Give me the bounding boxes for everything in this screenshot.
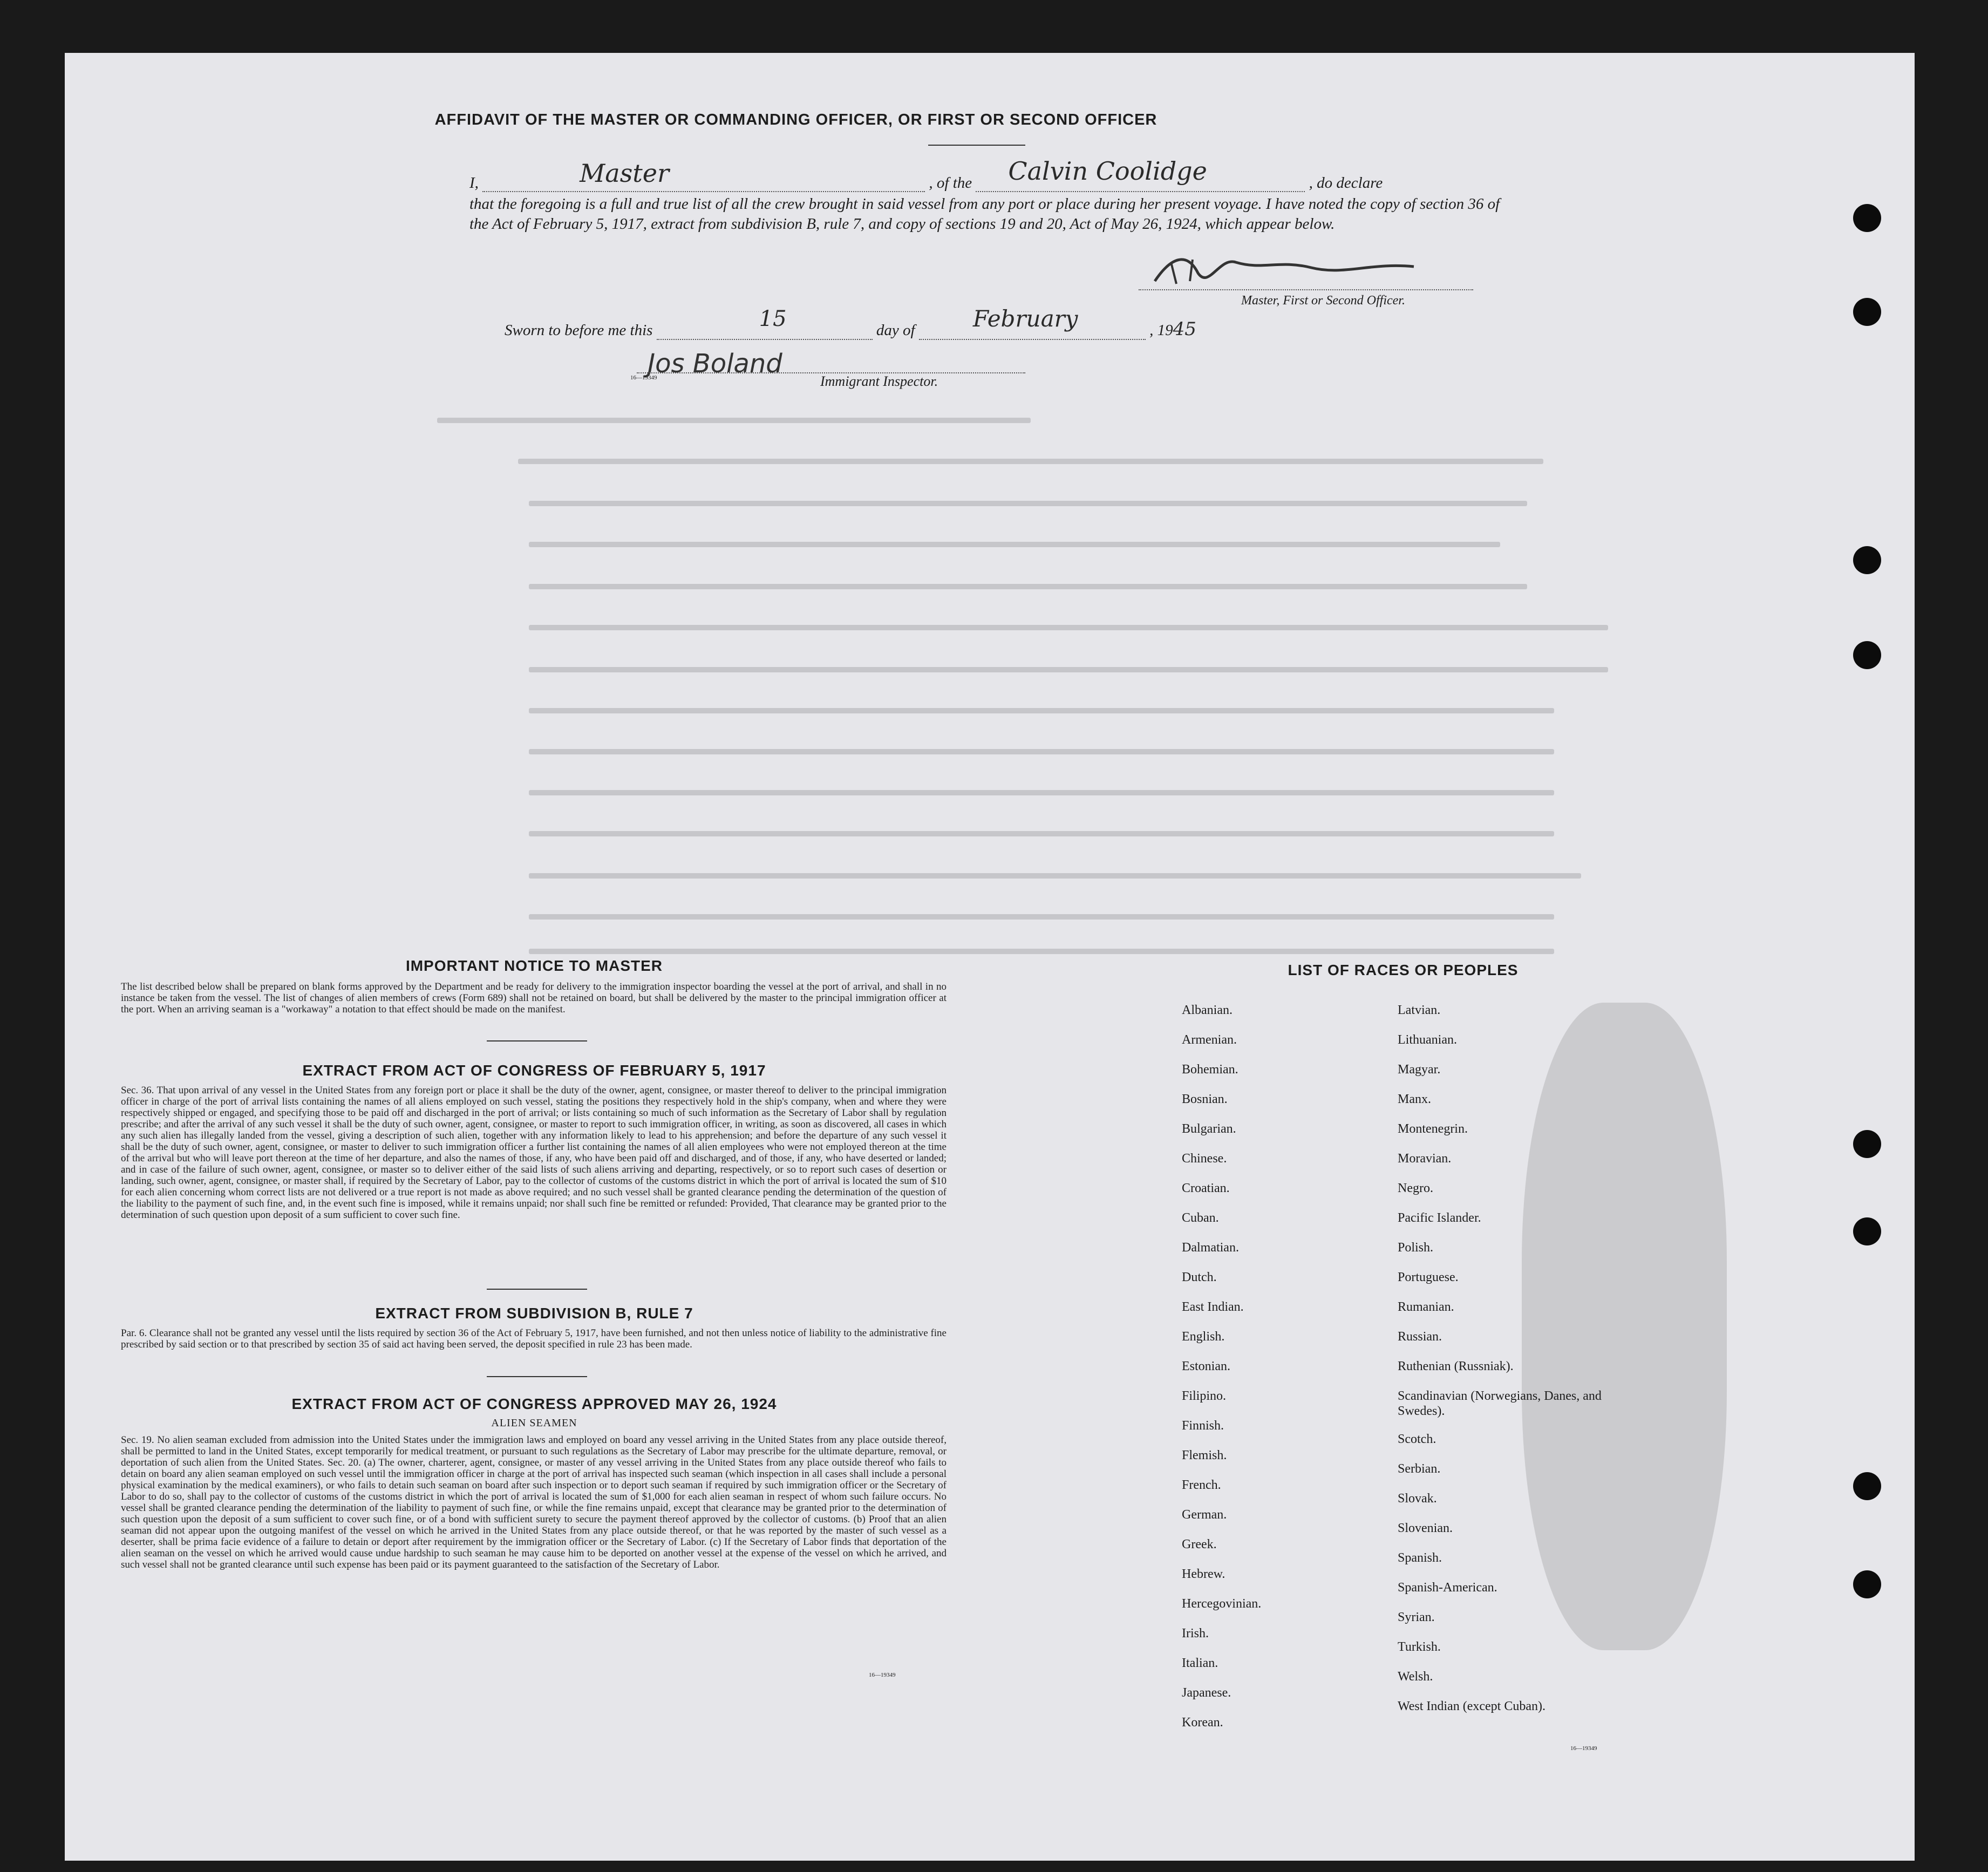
handwritten-title: Master — [580, 159, 670, 188]
race-item: Estonian. — [1182, 1359, 1230, 1373]
race-item: Scotch. — [1398, 1432, 1436, 1446]
master-signature-caption: Master, First or Second Officer. — [1241, 294, 1405, 308]
sworn-year-prefix: , 19 — [1149, 322, 1173, 339]
race-item: Ruthenian (Russniak). — [1398, 1359, 1514, 1373]
races-title: LIST OF RACES OR PEOPLES — [1288, 962, 1519, 978]
race-item: Cuban. — [1182, 1211, 1219, 1225]
race-item: Portuguese. — [1398, 1270, 1459, 1284]
sworn-day-field — [657, 307, 873, 340]
rule7-body: Par. 6. Clearance shall not be granted any vessel until the lists required by section 36 of the Act of February 5, 1917, have been furnished, and not then unless notice of liability to the administrative fine prescribed by said section or to that prescribed by section 35 of said act having been served, the deposit specified in rule 23 has been made. — [121, 1328, 947, 1350]
bleed-through-row — [529, 625, 1608, 630]
handwritten-day: 15 — [759, 307, 787, 331]
declaration-i: I, — [469, 174, 479, 192]
race-item: Syrian. — [1398, 1610, 1435, 1624]
bleed-through-row — [529, 542, 1500, 547]
title-field — [482, 159, 925, 192]
race-item: Slovenian. — [1398, 1521, 1453, 1535]
race-item: Filipino. — [1182, 1389, 1227, 1403]
race-item: Croatian. — [1182, 1181, 1230, 1195]
bleed-through-row — [529, 831, 1554, 836]
affidavit-title: AFFIDAVIT OF THE MASTER OR COMMANDING OFFICER, OR FIRST OR SECOND OFFICER — [434, 111, 1158, 128]
punch-hole — [1853, 1472, 1881, 1500]
race-item: Finnish. — [1182, 1419, 1224, 1433]
inspector-caption: Immigrant Inspector. — [820, 373, 938, 389]
sworn-month-field — [919, 305, 1146, 340]
extract-1917-title: EXTRACT FROM ACT OF CONGRESS OF FEBRUARY 5, 1917 — [302, 1062, 766, 1079]
punch-hole — [1853, 1570, 1881, 1598]
form-number-top: 16—19349 — [630, 375, 657, 381]
race-item: Russian. — [1398, 1330, 1442, 1344]
punch-hole — [1853, 298, 1881, 326]
race-item: Magyar. — [1398, 1063, 1441, 1077]
punch-hole — [1853, 204, 1881, 232]
race-item: Spanish-American. — [1398, 1581, 1497, 1595]
extract-1924-body: Sec. 19. No alien seaman excluded from admission into the United States under the immigration laws and employed on board any vessel arriving in the United States from any place outside thereof, shall be permitted to land in the United States, except temporarily for medical treatment, or pursuant to such regulations as the Secretary of Labor may prescribe for the ultimate departure, removal, or deportation of such alien from the United States. Sec. 20. (a) The owner, charterer, agent, consignee, or master of any vessel arriving in the United States from any place outside thereof who fails to detain on board any alien seaman employed on such vessel until the immigration officer in charge at the port of arrival has inspected such seaman (which inspection in all cases shall include a personal physical examination by the medical examiners), or who fails to detain such seaman on board after such inspection or to deport such seaman if required by such immigration officer or the Secretary of Labor to do so, shall pay to the collector of customs of the customs district in which the port of arrival is located the sum of $1,000 for each alien seaman in respect of whom such failure occurs. No vessel shall be granted clearance pending the determination of the liability to payment of such fine, or while the fine remains unpaid, except that clearance may be granted prior to the determination of such question upon the deposit of a sum sufficient to cover such fine, or of a bond with sufficient surety to secure the payment thereof approved by the collector of customs. (b) Proof that an alien seaman did not appear upon the outgoing manifest of the vessel on which he arrived in the United States from any place outside thereof, or that he was reported by the master of such vessel as a deserter, shall be prima facie evidence of a failure to detain or deport after requirement by the immigration officer or the Secretary of Labor. (c) If the Secretary of Labor finds that deportation of the alien seaman on the vessel on which he arrived would cause undue hardship to such seaman he may cause him to be deported on another vessel at the expense of the vessel on which he arrived, and such vessel shall not be granted clearance until such expense has been paid or its payment guaranteed to the satisfaction of the Secretary of Labor. — [121, 1434, 947, 1570]
race-item: Korean. — [1182, 1716, 1223, 1730]
race-item: Chinese. — [1182, 1152, 1227, 1166]
race-item: West Indian (except Cuban). — [1398, 1699, 1546, 1713]
race-item: Polish. — [1398, 1241, 1434, 1255]
race-item: French. — [1182, 1478, 1221, 1492]
inspector-signature: Jos Boland — [648, 349, 782, 379]
race-item: Turkish. — [1398, 1640, 1441, 1654]
form-number-bottom-right: 16—19349 — [1570, 1745, 1597, 1752]
rule7-title: EXTRACT FROM SUBDIVISION B, RULE 7 — [375, 1305, 693, 1322]
punch-hole — [1853, 1130, 1881, 1158]
punch-hole — [1853, 546, 1881, 574]
declaration-do-declare: , do declare — [1309, 174, 1383, 192]
bleed-through-row — [518, 459, 1543, 464]
affidavit-declaration-line — [469, 156, 1522, 192]
race-item: Dalmatian. — [1182, 1241, 1239, 1255]
race-item: German. — [1182, 1508, 1227, 1522]
race-item: Irish. — [1182, 1626, 1209, 1640]
vessel-field — [976, 156, 1305, 192]
bleed-through-row — [529, 501, 1527, 506]
race-item: Hercegovinian. — [1182, 1597, 1262, 1611]
signature-line — [1139, 289, 1473, 290]
bleed-through-row — [529, 584, 1527, 589]
handwritten-month: February — [972, 305, 1078, 332]
race-item: Lithuanian. — [1398, 1033, 1457, 1047]
race-item: Bulgarian. — [1182, 1122, 1236, 1136]
master-signature-area — [1139, 251, 1419, 289]
extract-1924-title: EXTRACT FROM ACT OF CONGRESS APPROVED MAY 26, 1924 — [291, 1396, 777, 1412]
race-item: Bosnian. — [1182, 1092, 1228, 1106]
race-item: Manx. — [1398, 1092, 1431, 1106]
race-item: Dutch. — [1182, 1270, 1217, 1284]
race-item: Moravian. — [1398, 1152, 1452, 1166]
handwritten-year: 45 — [1173, 318, 1196, 340]
race-item: English. — [1182, 1330, 1225, 1344]
race-item: Montenegrin. — [1398, 1122, 1468, 1136]
race-item: Bohemian. — [1182, 1063, 1238, 1077]
master-signature — [1139, 251, 1419, 289]
divider — [487, 1289, 587, 1290]
bleed-through-row — [529, 708, 1554, 713]
bleed-through-row — [529, 667, 1608, 672]
punch-hole — [1853, 641, 1881, 669]
race-item: Negro. — [1398, 1181, 1433, 1195]
handwritten-vessel-name: Calvin Coolidge — [1008, 156, 1207, 186]
race-item: Welsh. — [1398, 1670, 1433, 1684]
notice-title: IMPORTANT NOTICE TO MASTER — [405, 957, 663, 974]
race-item: Rumanian. — [1398, 1300, 1454, 1314]
race-item: Scandinavian (Norwegians, Danes, and Swedes). — [1398, 1389, 1602, 1418]
race-item: Albanian. — [1182, 1003, 1233, 1017]
bleed-through-row — [529, 749, 1554, 754]
sworn-day-of: day of — [876, 322, 915, 339]
divider — [487, 1040, 587, 1041]
punch-hole — [1853, 1217, 1881, 1245]
document-page — [65, 53, 1915, 1861]
race-item: Hebrew. — [1182, 1567, 1226, 1581]
bleed-through-row — [437, 418, 1031, 423]
notice-body: The list described below shall be prepared on blank forms approved by the Department and be ready for delivery to the immigration inspector boarding the vessel at the port of arrival, and shall in no instance be taken from the vessel. The list of changes of alien members of crews (Form 689) shall not be retained on board, but shall be delivered by the master to the principal immigration officer at the port. When an arriving seaman is a "workaway" a notation to that effect should be made on the manifest. — [121, 981, 947, 1015]
race-item: Flemish. — [1182, 1448, 1227, 1462]
race-item: Spanish. — [1398, 1551, 1442, 1565]
sworn-prefix: Sworn to before me this — [505, 322, 653, 339]
extract-1924-subtitle: ALIEN SEAMEN — [491, 1417, 577, 1429]
declaration-of-the: , of the — [929, 174, 972, 192]
sworn-line — [505, 305, 1368, 340]
affidavit-body: that the foregoing is a full and true list of all the crew brought in said vessel from any port or place during her present voyage. I have noted the copy of section 36 of the Act of February 5, 1917, extract from subdivision B, rule 7, and copy of sections 19 and 20, Act of May 26, 1924, which appear below. — [469, 195, 1500, 233]
race-item: Slovak. — [1398, 1492, 1437, 1506]
bleed-through-row — [529, 873, 1581, 879]
race-item: Armenian. — [1182, 1033, 1237, 1047]
bleed-through-row — [529, 790, 1554, 795]
race-item: Latvian. — [1398, 1003, 1441, 1017]
form-number-bottom-left: 16—19349 — [869, 1672, 896, 1678]
divider — [487, 1376, 587, 1377]
divider — [928, 145, 1025, 146]
race-item: Italian. — [1182, 1656, 1218, 1670]
extract-1917-body: Sec. 36. That upon arrival of any vessel in the United States from any foreign port or place it shall be the duty of the owner, agent, consignee, or master thereof to deliver to the principal immigration officer in charge of the port of arrival lists containing the names of all aliens employed on such vessel, stating the positions they respectively hold in the ship's company, when and where they were respectively shipped or engaged, and specifying those to be paid off and discharged in the port of arrival; or lists containing so much of such information as the Secretary of Labor shall by regulation prescribe; and after the arrival of any such vessel it shall be the duty of such owner, agent, consignee, or master to report to such immigration officer, in writing, as soon as discovered, all cases in which any such alien has illegally landed from the vessel, giving a description of such alien, together with any information likely to lead to his apprehension; and before the departure of any such vessel it shall be the duty of such owner, agent, consignee, or master to deliver to such immigration officer a further list containing the names of all alien employees who were not employed thereon at the time of the arrival but who will leave port thereon at the time of her departure, and also the names of those, if any, who have been paid off and discharged, and of those, if any, who have deserted or landed; and in case of the failure of such owner, agent, consignee, or master so to deliver either of the said lists of such aliens arriving and departing, respectively, or so to report such cases of desertion or landing, such owner, agent, consignee, or master shall, if required by the Secretary of Labor, pay to the collector of customs of the customs district in which the port of arrival is located the sum of $10 for each alien concerning whom correct lists are not delivered or a true report is not made as above required; and no such vessel shall be granted clearance pending the determination of the question of the liability to the payment of such fine, and, in the event such fine is imposed, while it remains unpaid; nor shall such fine be remitted or refunded: Provided, That clearance may be granted prior to the determination of such question upon deposit of a sum sufficient to cover such fine. — [121, 1085, 947, 1221]
race-item: Japanese. — [1182, 1686, 1231, 1700]
race-item: Serbian. — [1398, 1462, 1441, 1476]
bleed-through-row — [529, 949, 1554, 954]
bleed-through-row — [529, 914, 1554, 920]
race-item: Greek. — [1182, 1537, 1217, 1551]
race-item: East Indian. — [1182, 1300, 1244, 1314]
race-item: Pacific Islander. — [1398, 1211, 1481, 1225]
